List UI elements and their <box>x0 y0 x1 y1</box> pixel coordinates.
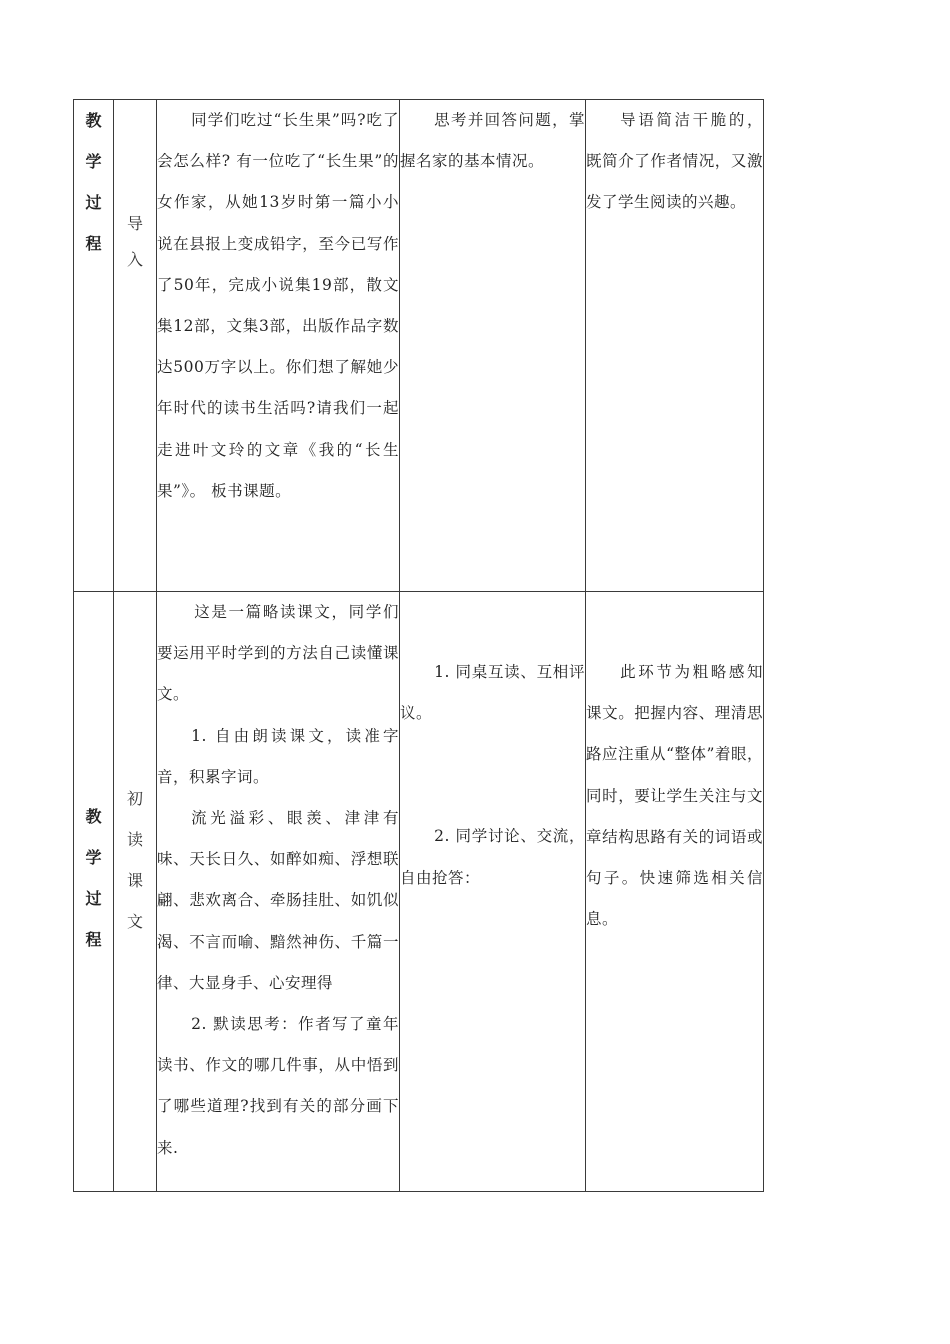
step-char: 文 <box>126 912 143 931</box>
step-char: 导 <box>126 214 143 233</box>
step-char: 课 <box>126 871 143 890</box>
stage-char: 学 <box>85 848 102 867</box>
lesson-plan-table <box>73 99 764 1192</box>
design-intent-text: 此环节为粗略感知课文。把握内容、理清思路应注重从“整体”着眼，同时，要让学生关注与文章结构思路有关的词语或句子。快速筛选相关信息。 <box>586 663 763 929</box>
step-char: 读 <box>126 830 143 849</box>
table-row-first-reading <box>74 592 764 1192</box>
table-row-intro <box>74 100 764 592</box>
design-intent-cell <box>586 100 764 592</box>
stage-char: 教 <box>85 111 102 130</box>
student-activity-step1: 1. 同桌互读、互相评议。 <box>400 663 585 723</box>
step-char: 初 <box>126 789 143 808</box>
stage-char: 过 <box>85 193 102 212</box>
teacher-activity-text: 这是一篇略读课文，同学们要运用平时学到的方法自己读懂课文。 <box>157 603 399 704</box>
stage-char: 程 <box>85 234 102 253</box>
student-activity-text: 思考并回答问题，掌握名家的基本情况。 <box>400 111 585 171</box>
stage-cell <box>74 100 114 592</box>
student-activity-step2: 2. 同学讨论、交流，自由抢答： <box>400 827 585 887</box>
teacher-activity-step2: 2. 默读思考：作者写了童年读书、作文的哪几件事，从中悟到了哪些道理?找到有关的部分画下来. <box>157 1015 399 1157</box>
step-cell <box>114 100 157 592</box>
design-intent-text: 导语简洁干脆的，既简介了作者情况，又激发了学生阅读的兴趣。 <box>586 111 763 212</box>
teacher-activity-cell <box>157 592 400 1192</box>
teacher-activity-cell <box>157 100 400 592</box>
stage-char: 程 <box>85 930 102 949</box>
design-intent-cell <box>586 592 764 1192</box>
teacher-activity-text: 同学们吃过“长生果”吗?吃了会怎么样? 有一位吃了“长生果”的女作家，从她13岁时第一篇小小说在县报上变成铅字，至今已写作了50年，完成小说集19部，散文集12部，文集3部，出版作品字数达500万字以上。你们想了解她少年时代的读书生活吗?请我们一起走进叶文玲的文章《我的“长生果”》。 板书课题。 <box>157 111 399 500</box>
student-activity-cell <box>400 592 586 1192</box>
stage-char: 教 <box>85 807 102 826</box>
student-activity-cell <box>400 100 586 592</box>
stage-cell <box>74 592 114 1192</box>
vocabulary-list: 流光溢彩、眼羡、津津有味、天长日久、如醉如痴、浮想联翩、悲欢离合、牵肠挂肚、如饥似渴、不言而喻、黯然神伤、千篇一律、大显身手、心安理得 <box>157 809 399 992</box>
stage-char: 学 <box>85 152 102 171</box>
stage-char: 过 <box>85 889 102 908</box>
step-cell <box>114 592 157 1192</box>
teacher-activity-step1: 1. 自由朗读课文，读准字音，积累字词。 <box>157 726 399 786</box>
step-char: 入 <box>126 250 143 269</box>
